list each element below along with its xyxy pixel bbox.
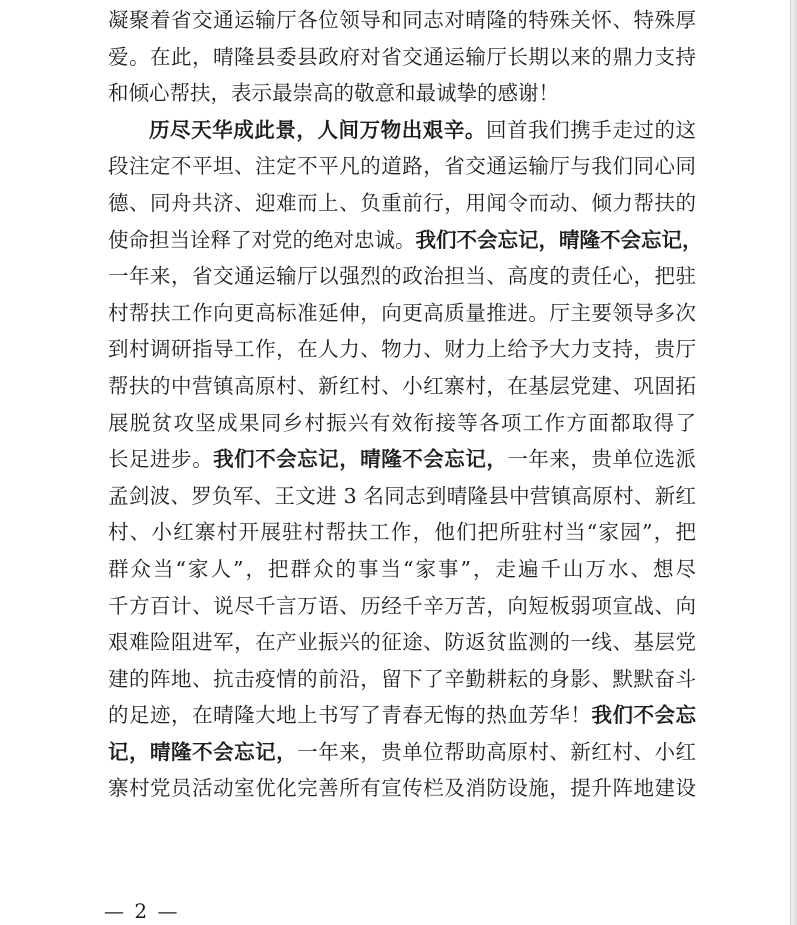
text-run: 一年来，贵单位选派 <box>507 447 697 472</box>
text-run: 的足迹，在晴隆大地上书写了青春无悔的热血芳华！ <box>108 703 592 728</box>
text-line: 段注定不平坦、注定不平凡的道路，省交通运输厅与我们同心同 <box>108 154 696 179</box>
bold-phrase: 我们不会忘记，晴隆不会忘记， <box>415 227 703 252</box>
text-line: 孟剑波、罗负军、王文进 3 名同志到晴隆县中营镇高原村、新红 <box>108 483 696 508</box>
page-number: — 2 — <box>104 899 180 923</box>
text-line: 千方百计、说尽千言万语、历经千辛万苦，向短板弱项宣战、向 <box>108 593 696 618</box>
text-line: 一年来，省交通运输厅以强烈的政治担当、高度的责任心，把驻 <box>108 264 696 289</box>
bold-phrase: 我们不会忘记，晴隆不会忘记， <box>213 447 508 472</box>
text-run: 回首我们携手走过的这 <box>485 117 697 142</box>
text-line <box>108 441 696 478</box>
text-line <box>108 697 696 734</box>
text-line: 凝聚着省交通运输厅各位领导和同志对晴隆的特殊关怀、特殊厚 <box>108 8 696 32</box>
text-line: 爱。在此，晴隆县委县政府对省交通运输厅长期以来的鼎力支持 <box>108 44 696 69</box>
text-line: 艰难险阻进军，在产业振兴的征途、防返贫监测的一线、基层党 <box>108 630 696 655</box>
text-line <box>108 112 696 149</box>
text-line: 群众当“家人”，把群众的事当“家事”，走遍千山万水、想尽 <box>108 556 696 581</box>
text-line: 帮扶的中营镇高原村、新红村、小红寨村，在基层党建、巩固拓 <box>108 373 696 398</box>
bold-phrase: 我们不会忘 <box>591 703 697 728</box>
bold-heading-phrase: 历尽天华成此景，人间万物出艰辛。 <box>149 117 486 142</box>
document-body <box>108 2 703 807</box>
text-line: 和倾心帮扶，表示最崇高的敬意和最诚挚的感谢！ <box>108 81 559 106</box>
text-line <box>108 222 703 259</box>
page-edge <box>790 0 797 925</box>
paragraph-2 <box>108 112 703 807</box>
text-line: 村帮扶工作向更高标准延伸，向更高质量推进。厅主要领导多次 <box>108 300 696 325</box>
paragraph-1 <box>108 2 696 112</box>
text-line: 建的阵地、抗击疫情的前沿，留下了辛勤耕耘的身影、默默奋斗 <box>108 666 696 691</box>
bold-phrase: 记，晴隆不会忘记， <box>108 739 298 764</box>
text-line: 德、同舟共济、迎难而上、负重前行，用闻令而动、倾力帮扶的 <box>108 190 696 215</box>
text-line: 村、小红寨村开展驻村帮扶工作，他们把所驻村当“家园”，把 <box>108 520 696 545</box>
text-line: 展脱贫攻坚成果同乡村振兴有效衔接等各项工作方面都取得了 <box>108 410 696 435</box>
text-line <box>108 734 696 771</box>
text-run: 使命担当诠释了对党的绝对忠诚。 <box>108 227 416 252</box>
text-line: 到村调研指导工作，在人力、物力、财力上给予大力支持，贵厅 <box>108 337 696 362</box>
text-line: 寨村党员活动室优化完善所有宣传栏及消防设施，提升阵地建设 <box>108 776 696 801</box>
text-run: 长足进步。 <box>108 447 214 472</box>
text-run: 一年来，贵单位帮助高原村、新红村、小红 <box>297 739 697 764</box>
